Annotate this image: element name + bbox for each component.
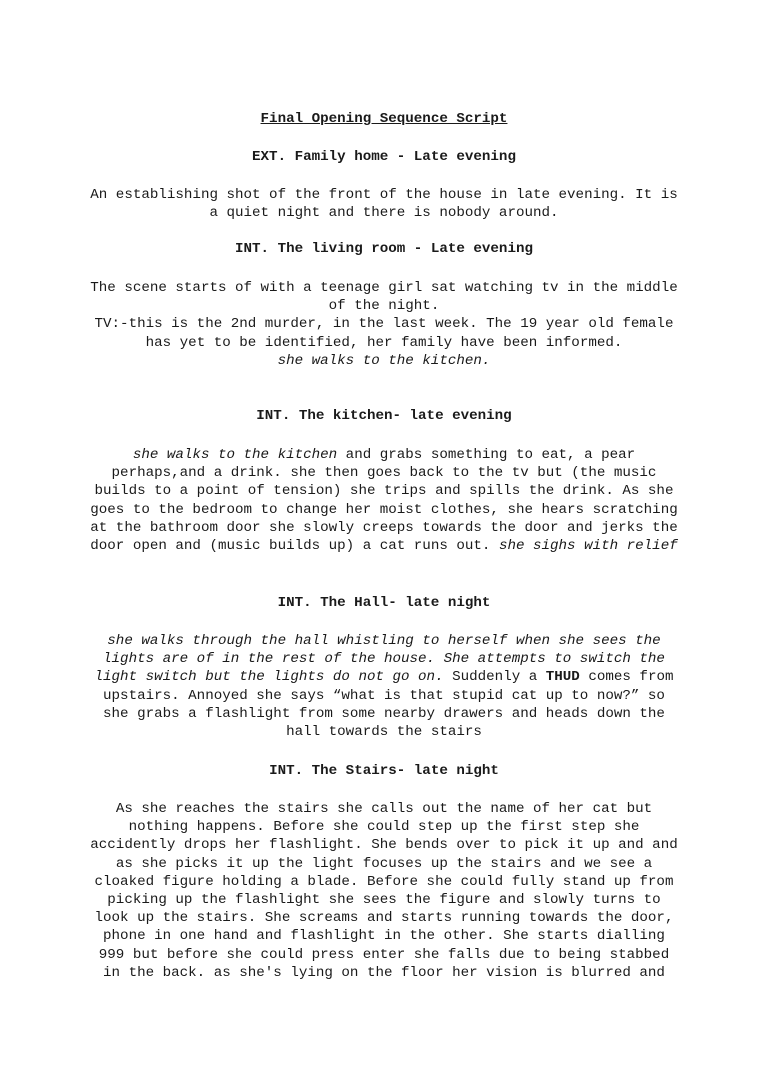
kitchen-action-text: and grabs something to eat, a pear perhaps,and a drink. she then goes back to the tv but (the music builds to a point of tension) she trips and spills the drink. As she goes to the bedroom to change her moist clothes, she hears scratching at the bathroom door she slowly creeps towards the door and jerks the door open and (music builds up) a cat runs out. (90, 447, 678, 555)
hall-action-post: comes from upstairs. Annoyed she says “what is that stupid cat up to now?” so she grabs a flashlight from some nearby drawers and heads down the hall towards the stairs (103, 669, 674, 741)
scene-heading-stairs: INT. The Stairs- late night (269, 763, 499, 779)
scene-heading-hall: INT. The Hall- late night (277, 595, 491, 611)
tv-dialogue: TV:-this is the 2nd murder, in the last week. The 19 year old female has yet to be identified, her family have been informed. (94, 316, 674, 351)
scene-heading-exterior-family-home: EXT. Family home - Late evening (252, 149, 516, 165)
scene-body-living-room (88, 279, 680, 370)
scene-heading-kitchen: INT. The kitchen- late evening (256, 408, 512, 424)
scene-action-stairs: As she reaches the stairs she calls out the name of her cat but nothing happens. Before she could step up the first step she accidently drops her flashlight. She bends over to pick it up and and as she picks it up the light focuses up the stairs and we see a cloaked figure holding a blade. Before she could fully stand up from picking up the flashlight she sees the figure and slowly turns to look up the stairs. She screams and starts running towards the door, phone in one hand and flashlight in the other. She starts dialling 999 but before she could press enter she falls due to being stabbed in the back. as she's lying on the floor her vision is blurred and (90, 801, 678, 981)
document-title: Final Opening Sequence Script (260, 111, 508, 127)
scene-action-living-room: The scene starts of with a teenage girl sat watching tv in the middle of the night. (90, 280, 678, 315)
kitchen-italic-close: she sighs with relief (498, 538, 678, 555)
hall-action-pre: Suddenly a (443, 669, 546, 686)
hall-thud-word: THUD (545, 669, 580, 686)
scene-action-hall (88, 632, 680, 741)
hall-italic-action: she walks through the hall whistling to herself when she sees the lights are of in the rest of the house. She attempts to switch the light switch but the lights do not go on. (94, 633, 665, 686)
scene-transition-to-kitchen: she walks to the kitchen. (277, 352, 491, 369)
scene-action-kitchen (88, 446, 680, 555)
scene-action-establishing-shot: An establishing shot of the front of the house in late evening. It is a quiet night and there is nobody around. (90, 187, 678, 222)
kitchen-italic-open: she walks to the kitchen (132, 447, 338, 463)
scene-heading-living-room: INT. The living room - Late evening (235, 241, 533, 257)
